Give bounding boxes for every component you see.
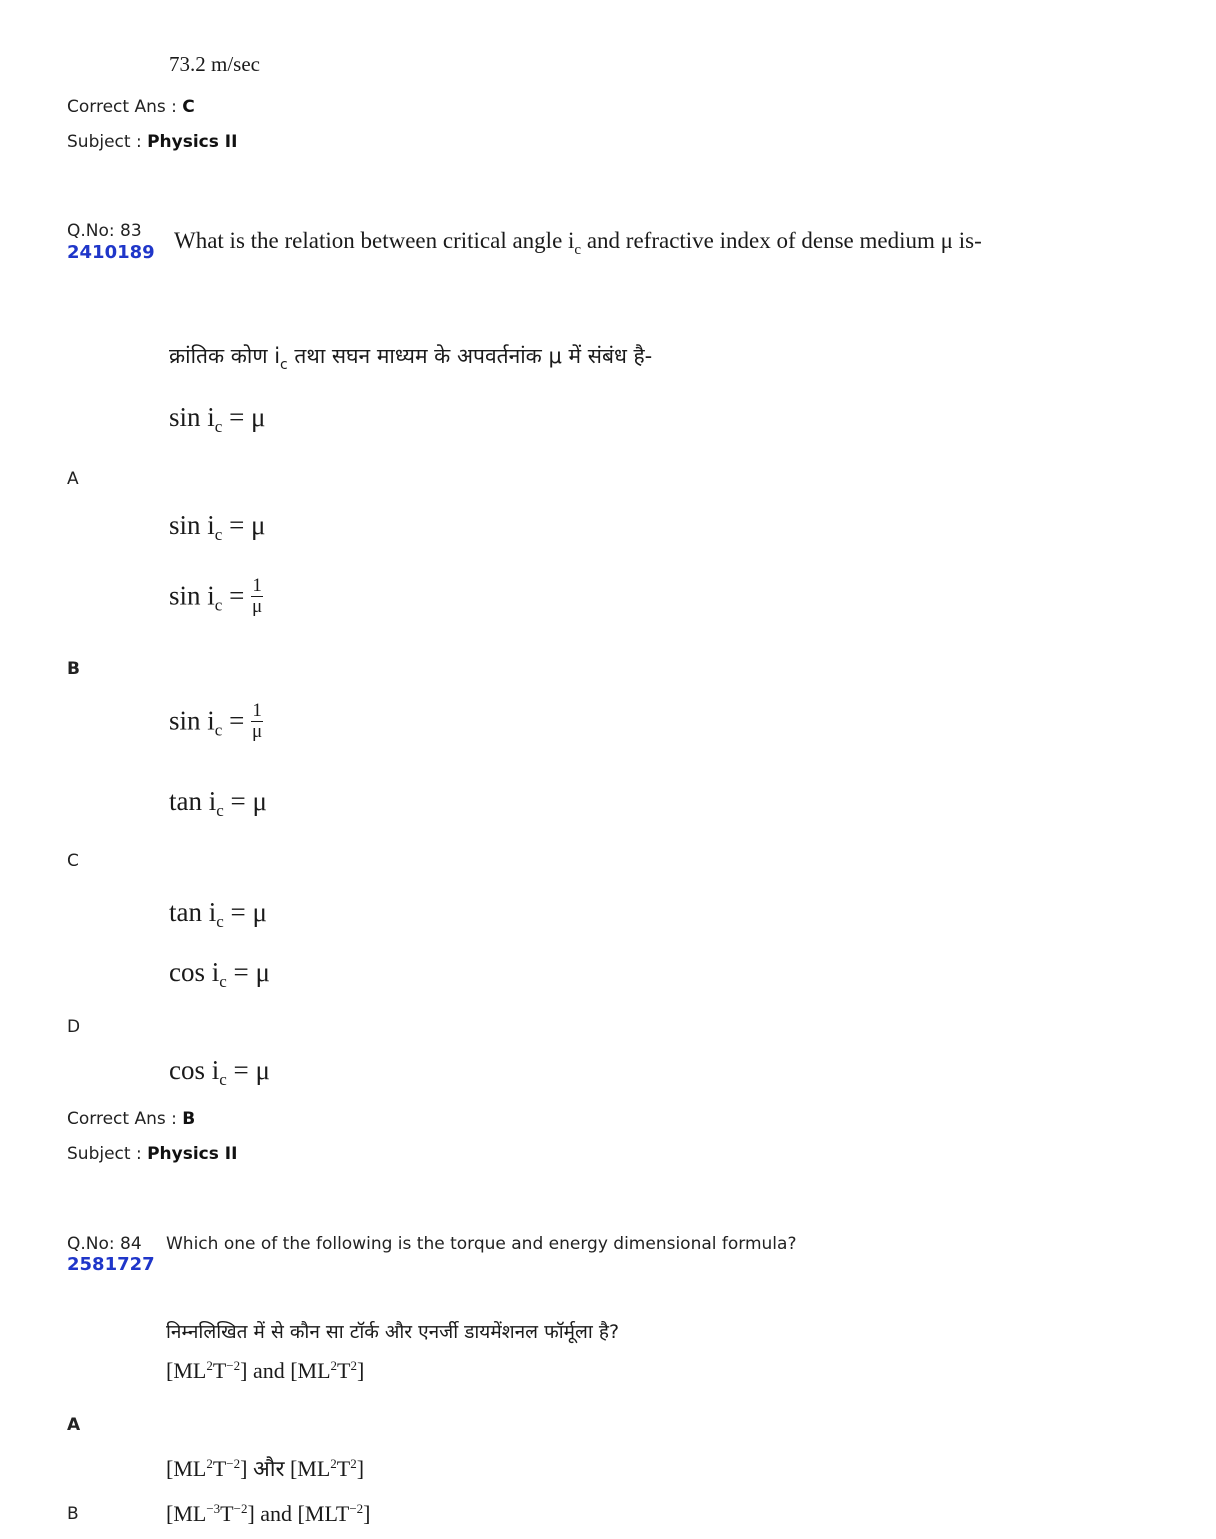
question-text-hi: क्रांतिक कोण $i_c$ तथा सघन माध्यम के अपवर्तनांक μ में संबंध है- <box>169 344 653 373</box>
option-b-en: $[ML^{-3}T^{-2}]$ and $[MLT^{-2}]$ <box>166 1501 371 1526</box>
subject-value: Physics II <box>147 132 238 152</box>
fraction: $\frac{1}{\mu}$ <box>252 575 263 617</box>
option-d-hi: $\cos i_c = \mu$ <box>169 1055 270 1089</box>
option-d-en: $\cos i_c = \mu$ <box>169 957 270 991</box>
question-number: Q.No: 84 <box>67 1234 142 1254</box>
correct-answer <box>67 1109 195 1129</box>
question-id: 2581727 <box>67 1254 155 1275</box>
correct-ans-value: C <box>182 97 195 117</box>
option-a-hi: $[ML^2T^{-2}]$ और $[ML^2T^2]$ <box>166 1456 365 1481</box>
question-text-en: What is the relation between critical angle $i_c$ and refractive index of dense medium μ is- <box>174 228 982 258</box>
question-id: 2410189 <box>67 242 155 263</box>
correct-ans-label: Correct Ans : <box>67 97 183 117</box>
option-c-letter: C <box>67 851 79 871</box>
option-d-letter: D <box>67 1017 81 1037</box>
option-c-hi: $\tan i_c = \mu$ <box>169 897 267 931</box>
fraction: $\frac{1}{\mu}$ <box>252 700 263 742</box>
option-b-letter: B <box>67 1504 79 1524</box>
option-b-hi: $\sin i_c$ = $\frac{1}{\mu}$ <box>169 700 263 742</box>
option-a-letter: A <box>67 469 79 489</box>
option-c-en: $\tan i_c = \mu$ <box>169 786 267 820</box>
option-b-letter: B <box>67 659 80 679</box>
option-b-en: $\sin i_c$ = $\frac{1}{\mu}$ <box>169 575 263 617</box>
option-a-en: $[ML^2T^{-2}]$ and $[ML^2T^2]$ <box>166 1358 365 1383</box>
question-number: Q.No: 83 <box>67 221 142 241</box>
subject-label: Subject : <box>67 132 148 152</box>
subject <box>67 1144 237 1164</box>
prev-correct-answer <box>67 97 195 117</box>
subject-label: Subject : <box>67 1144 148 1164</box>
correct-ans-value: B <box>182 1109 196 1129</box>
subject-value: Physics II <box>147 1144 238 1164</box>
prev-option-text: 73.2 m/sec <box>169 52 260 76</box>
prev-subject <box>67 132 237 152</box>
option-a-en: $\sin i_c = \mu$ <box>169 402 266 436</box>
option-a-letter: A <box>67 1415 81 1435</box>
question-text-hi: निम्नलिखित में से कौन सा टॉर्क और एनर्जी डायमेंशनल फॉर्मूला है? <box>166 1321 620 1343</box>
question-text-en: Which one of the following is the torque and energy dimensional formula? <box>166 1234 797 1254</box>
option-a-hi: $\sin i_c = \mu$ <box>169 510 266 544</box>
correct-ans-label: Correct Ans : <box>67 1109 183 1129</box>
